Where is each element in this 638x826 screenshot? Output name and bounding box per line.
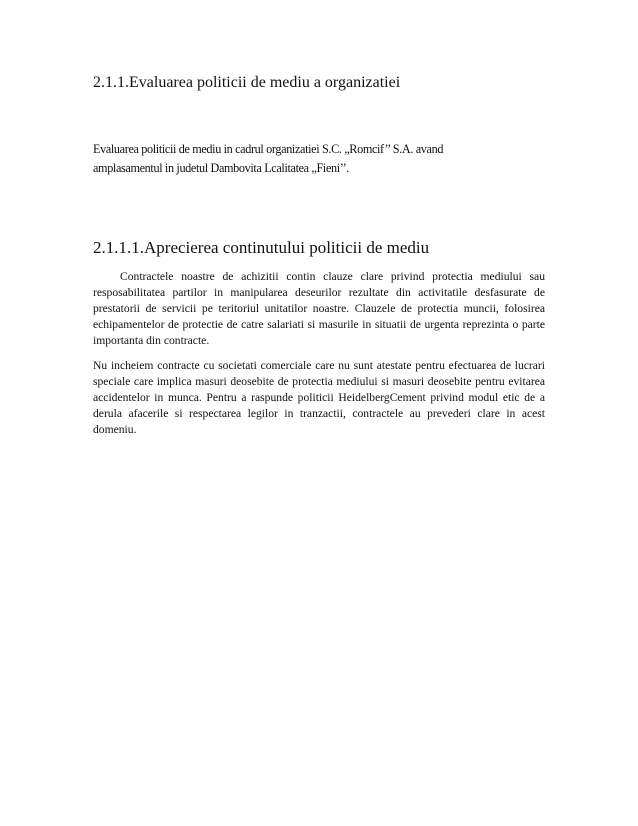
intro-line: amplasamentul in judetul Dambovita Lcalitatea „Fieni’’.: [93, 161, 350, 175]
section-heading: 2.1.1.Evaluarea politicii de mediu a organizatiei: [93, 74, 401, 91]
intro-paragraph: [93, 140, 548, 178]
body-paragraph: Contractele noastre de achizitii contin clauze clare privind protectia mediului sau resposabilitatea partilor in manipularea deseurilor rezultate din activitatile desfasurate de prestatorii de servicii pe teritoriul unitatilor noastre. Clauzele de protectia muncii, folosirea echipamentelor de protectie de catre salariati si masurile in situatii de urgenta reprezinta o parte importanta din contracte.: [93, 270, 545, 347]
body-paragraph: Nu incheiem contracte cu societati comerciale care nu sunt atestate pentru efectuarea de lucrari speciale care implica masuri deosebite de protectia mediului si masuri deosebite pentru evitarea accidentelor in munca. Pentru a raspunde politicii HeidelbergCement privind modul etic de a derula afacerile si respectarea legilor in tranzactii, contractele au prevederi clare in acest domeniu.: [93, 359, 545, 436]
subsection-heading: 2.1.1.1.Aprecierea continutului politicii de mediu: [93, 238, 430, 257]
intro-line: Evaluarea politicii de mediu in cadrul organizatiei S.C. „Romcif’’ S.A. avand: [93, 142, 444, 156]
